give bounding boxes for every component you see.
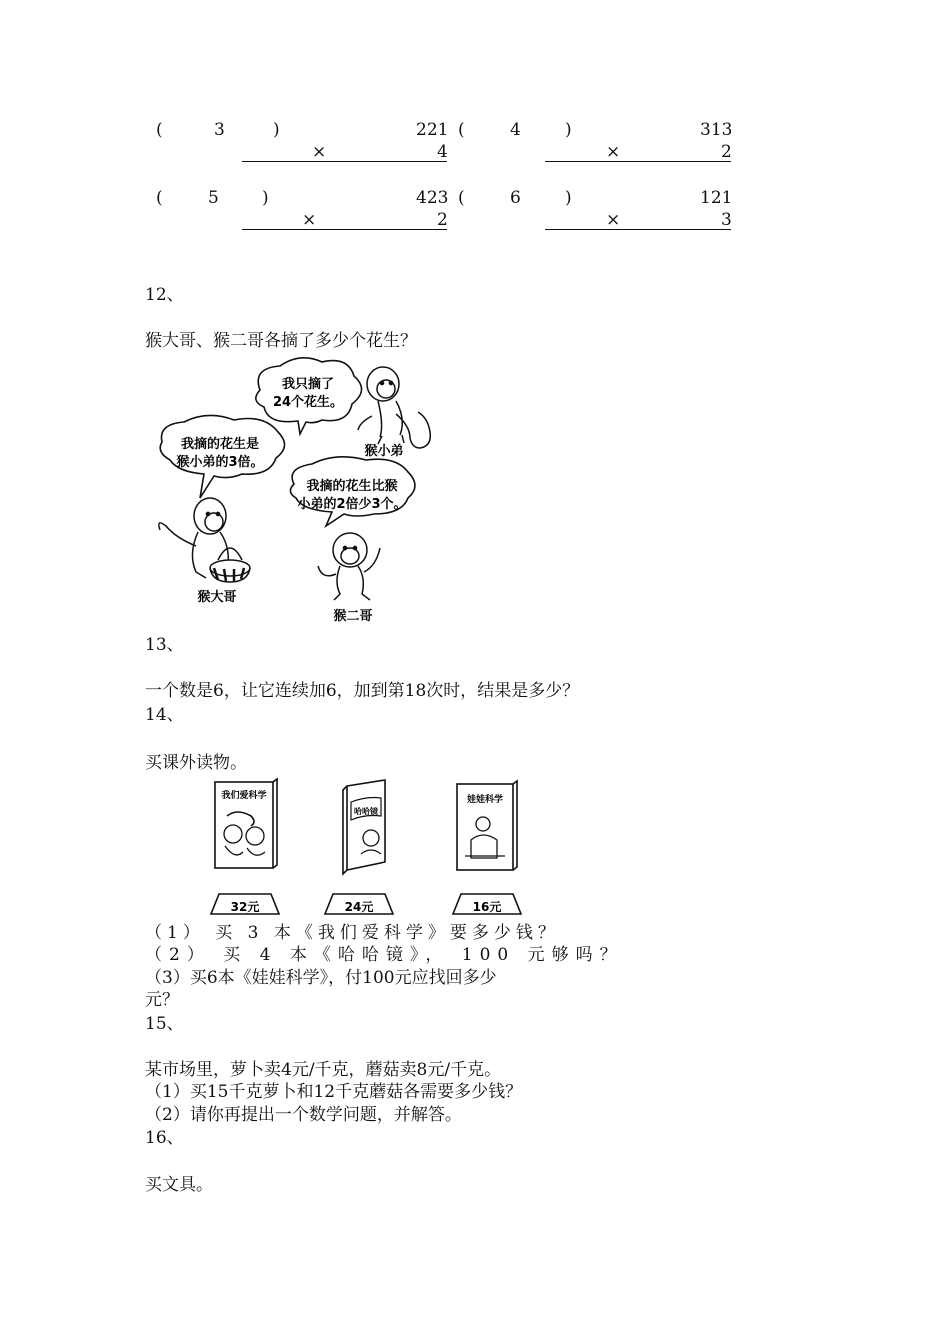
q14-sub3-line1: （3）买6本《娃娃科学》，付100元应找回多少	[145, 968, 497, 988]
bubble-little-line1: 我只摘了	[281, 377, 335, 392]
paren-close: )	[565, 188, 572, 208]
monkey-big-icon	[159, 498, 250, 582]
monkeys-illustration	[150, 356, 450, 628]
answer-line	[242, 161, 447, 162]
multiplicand: 423	[416, 188, 449, 208]
q14-number: 14、	[145, 705, 184, 725]
bubble-second-line1: 我摘的花生比猴	[306, 479, 398, 494]
price-2: 24元	[344, 900, 374, 914]
multiplier: 3	[721, 210, 732, 230]
multiplier: 4	[437, 142, 448, 162]
paren-close: )	[565, 120, 572, 140]
book-icon-2	[343, 780, 385, 874]
answer-line	[545, 161, 731, 162]
q14-text: 买课外读物。	[145, 753, 247, 773]
multiplicand: 121	[700, 188, 733, 208]
paren-close: )	[273, 120, 280, 140]
multiplicand: 221	[416, 120, 449, 140]
paren-open: (	[156, 188, 163, 208]
book-icon-1	[215, 779, 277, 868]
times-sign: ×	[302, 210, 317, 230]
bubble-second-line2: 小弟的2倍少3个。	[297, 497, 407, 512]
q12-text: 猴大哥、猴二哥各摘了多少个花生？	[145, 331, 417, 351]
times-sign: ×	[606, 210, 621, 230]
q15-sub2: （2）请你再提出一个数学问题，并解答。	[145, 1105, 462, 1125]
row-label: 4	[510, 120, 521, 140]
book-title-2: 哈哈镜	[354, 807, 378, 816]
speech-bubble-big	[160, 415, 284, 498]
q15-sub1: （1）买15千克萝卜和12千克蘑菇各需要多少钱？	[145, 1082, 523, 1102]
times-sign: ×	[312, 142, 327, 162]
paren-open: (	[458, 120, 465, 140]
answer-line	[242, 229, 447, 230]
book-title-1: 我们爱科学	[221, 791, 267, 801]
bubble-big-line2: 猴小弟的3倍。	[176, 455, 264, 470]
speech-bubble-second	[290, 457, 415, 526]
q14-sub3-line2: 元？	[145, 990, 179, 1010]
multiplier: 2	[721, 142, 732, 162]
paren-open: (	[156, 120, 163, 140]
multiplier: 2	[437, 210, 448, 230]
q15-text: 某市场里，萝卜卖4元/千克，蘑菇卖8元/千克。	[145, 1060, 502, 1080]
books-illustration	[205, 776, 535, 918]
times-sign: ×	[606, 142, 621, 162]
q14-sub2: （2） 买 4 本《哈哈镜》， 100 元够吗？	[145, 945, 624, 965]
price-1: 32元	[230, 900, 260, 914]
paren-open: (	[458, 188, 465, 208]
monkey-little-icon	[358, 367, 430, 448]
label-big: 猴大哥	[197, 590, 237, 605]
answer-line	[545, 229, 731, 230]
multiplicand: 313	[700, 120, 733, 140]
bubble-big-line1: 我摘的花生是	[180, 437, 260, 452]
q15-number: 15、	[145, 1014, 184, 1034]
q13-text: 一个数是6，让它连续加6，加到第18次时，结果是多少？	[145, 681, 580, 701]
row-label: 3	[214, 120, 225, 140]
row-label: 5	[208, 188, 219, 208]
q16-text: 买文具。	[145, 1175, 213, 1195]
paren-close: )	[262, 188, 269, 208]
book-title-3: 娃娃科学	[466, 795, 504, 805]
q12-number: 12、	[145, 285, 184, 305]
price-3: 16元	[472, 900, 502, 914]
q16-number: 16、	[145, 1128, 184, 1148]
row-label: 6	[510, 188, 521, 208]
q14-sub1: （1） 买 3 本《我们爱科学》要多少钱？	[145, 923, 560, 943]
monkey-second-icon	[318, 533, 380, 600]
q13-number: 13、	[145, 635, 184, 655]
speech-bubble-little	[256, 358, 362, 434]
label-little: 猴小弟	[364, 444, 404, 459]
bubble-little-line2: 24个花生。	[272, 395, 344, 410]
book-icon-3	[457, 781, 517, 870]
label-second: 猴二哥	[333, 609, 373, 624]
